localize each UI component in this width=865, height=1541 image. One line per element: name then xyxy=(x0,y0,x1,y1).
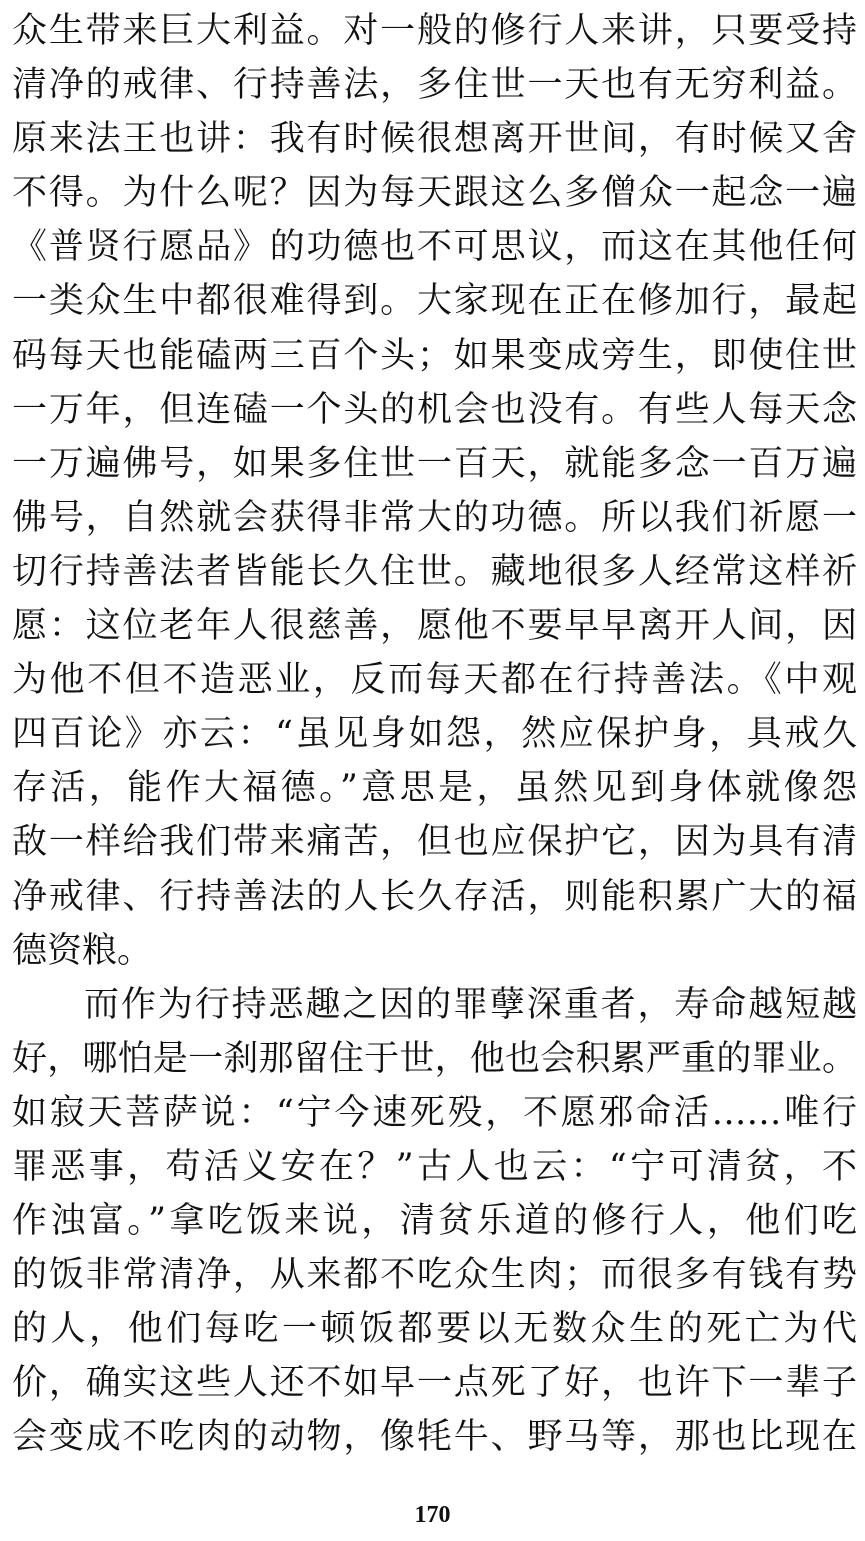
text-line: 的饭非常清净，从来都不吃众生肉；而很多有钱有势 xyxy=(12,1255,857,1296)
text-line: 愿：这位老年人很慈善，愿他不要早早离开人间，因 xyxy=(12,606,857,647)
text-line: 为他不但不造恶业，反而每天都在行持善法。《中观 xyxy=(12,660,857,701)
text-line: 罪恶事，苟活义安在？”古人也云：“宁可清贫，不 xyxy=(12,1146,857,1187)
text-line: 而作为行持恶趣之因的罪孽深重者，寿命越短越 xyxy=(84,984,857,1025)
text-line: 一类众生中都很难得到。大家现在正在修加行，最起 xyxy=(12,281,857,322)
text-line: 净戒律、行持善法的人长久存活，则能积累广大的福 xyxy=(12,876,857,917)
text-line: 原来法王也讲：我有时候很想离开世间，有时候又舍 xyxy=(12,119,857,160)
text-line: 敌一样给我们带来痛苦，但也应保护它，因为具有清 xyxy=(12,822,857,863)
text-line: 不得。为什么呢？因为每天跟这么多僧众一起念一遍 xyxy=(12,173,857,214)
text-line: 存活，能作大福德。”意思是，虽然见到身体就像怨 xyxy=(12,768,857,809)
text-line: 众生带来巨大利益。对一般的修行人来讲，只要受持 xyxy=(12,11,857,51)
text-line: 四百论》亦云：“虽见身如怨，然应保护身，具戒久 xyxy=(12,714,857,755)
text-line: 的人，他们每吃一顿饭都要以无数众生的死亡为代 xyxy=(12,1309,857,1350)
text-line: 如寂天菩萨说：“宁今速死殁，不愿邪命活……唯行 xyxy=(12,1092,857,1133)
text-line: 作浊富。”拿吃饭来说，清贫乐道的修行人，他们吃 xyxy=(12,1201,857,1242)
text-line: 码每天也能磕两三百个头；如果变成旁生，即使住世 xyxy=(12,335,857,376)
text-line: 清净的戒律、行持善法，多住世一天也有无穷利益。 xyxy=(12,65,857,106)
text-line: 佛号，自然就会获得非常大的功德。所以我们祈愿一 xyxy=(12,497,857,538)
body-text xyxy=(12,4,857,1465)
text-line: 《普贤行愿品》的功德也不可思议，而这在其他任何 xyxy=(12,227,857,268)
text-line: 切行持善法者皆能长久住世。藏地很多人经常这样祈 xyxy=(12,551,857,592)
text-line: 德资粮。 xyxy=(12,930,153,971)
page-number: 170 xyxy=(414,1502,451,1528)
text-line: 会变成不吃肉的动物，像牦牛、野马等，那也比现在 xyxy=(12,1417,857,1458)
text-line: 价，确实这些人还不如早一点死了好，也许下一辈子 xyxy=(12,1363,857,1404)
text-line: 一万年，但连磕一个头的机会也没有。有些人每天念 xyxy=(12,389,857,430)
text-line: 一万遍佛号，如果多住世一百天，就能多念一百万遍 xyxy=(12,443,857,484)
text-line: 好，哪怕是一刹那留住于世，他也会积累严重的罪业。 xyxy=(12,1038,857,1079)
